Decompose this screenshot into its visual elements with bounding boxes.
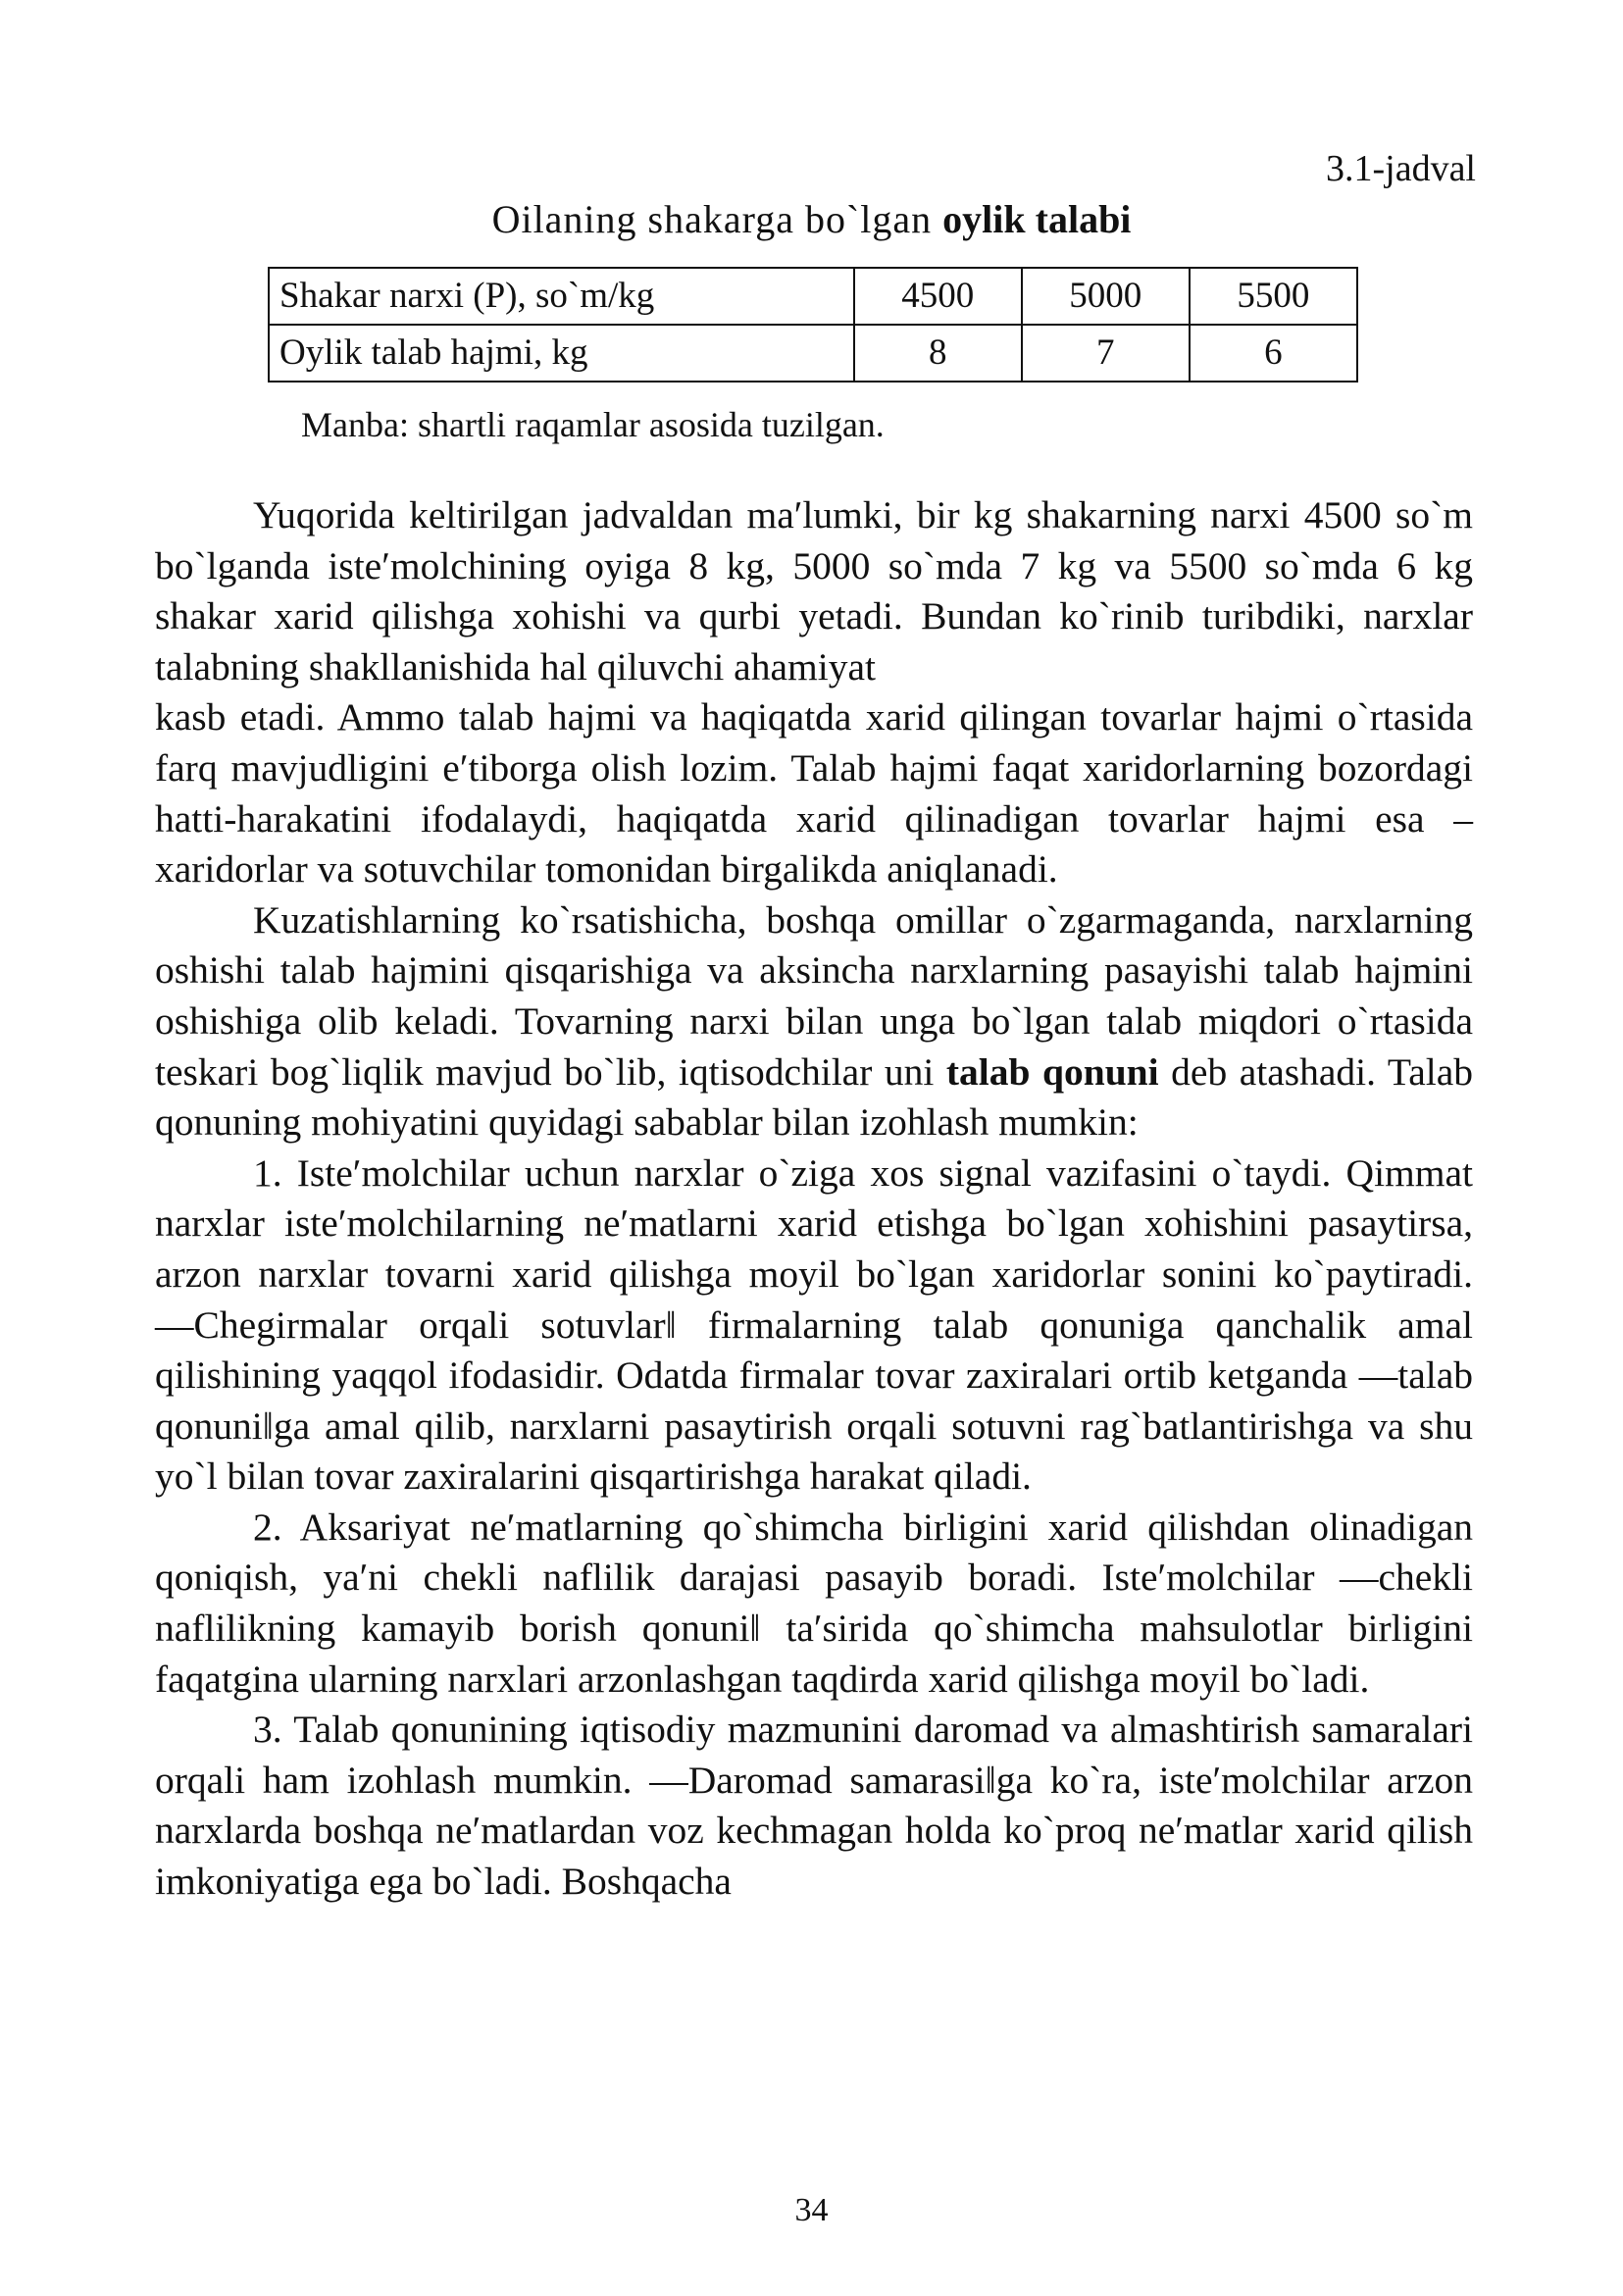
table-title-bold: oylik talabi <box>942 197 1132 241</box>
paragraph-5: 3. Talab qonunining iqtisodiy mazmunini daromad va almashtirish samaralari orqali ham izohlash mumkin. ―Daromad samarasi‖ga ko`ra, isteʹmolchilar arzon narxlarda boshqa neʹmatlardan voz kechmagan holda ko`proq neʹmatlar xarid qilish imkoniyatiga ega bo`ladi. Boshqacha <box>155 1708 1473 1904</box>
paragraph-3: 1. Isteʹmolchilar uchun narxlar o`ziga xos signal vazifasini o`taydi. Qimmat narxlar isteʹmolchilarning neʹmatlarni xarid etishga bo`lgan xohishini pasaytirsa, arzon narxlar tovarni xarid qilishga moyil bo`lgan xaridorlar sonini ko`paytiradi. ―Chegirmalar orqali sotuvlar‖ firmalarning talab qonuniga qanchalik amal qilishining yaqqol ifodasidir. Odatda firmalar tovar zaxiralari ortib ketganda ―talab qonuni‖ga amal qilib, narxlarni pasaytirish orqali sotuvni rag`batlantirishga va shu yo`l bilan tovar zaxiralarini qisqartirishga harakat qiladi. <box>155 1150 1473 1499</box>
table-cell: 5000 <box>1022 268 1190 325</box>
paragraph-1b: kasb etadi. Ammo talab hajmi va haqiqatda xarid qilingan tovarlar hajmi o`rtasida farq mavjudligini eʹtiborga olish lozim. Talab hajmi faqat xaridorlarning bozordagi hatti-harakatini ifodalaydi, haqiqatda xarid qilinadigan tovarlar hajmi esa – xaridorlar va sotuvchilar tomonidan birgalikda aniqlanadi. <box>155 695 1473 892</box>
paragraph-4: 2. Aksariyat neʹmatlarning qo`shimcha birligini xarid qilishdan olinadigan qoniqish, yaʹni chekli naflilik darajasi pasayib boradi. Isteʹmolchilar ―chekli naflilikning kamayib borish qonuni‖ taʹsirida qo`shimcha mahsulotlar birligini faqatgina ularning narxlari arzonlashgan taqdirda xarid qilishga moyil bo`ladi. <box>155 1505 1473 1701</box>
table-title-text: Oilaning shakarga bo`lgan <box>491 197 943 241</box>
paragraph-2 <box>155 895 1473 1148</box>
table-cell: 5500 <box>1190 268 1357 325</box>
page-number: 34 <box>794 2192 829 2228</box>
table-cell: 6 <box>1190 325 1357 382</box>
table-row <box>269 268 1357 325</box>
table-title <box>0 196 1623 242</box>
paragraph-2-text-b: deb atashadi. Talab qonuning mohiyatini quyidagi sabablar bilan izohlash mumkin: <box>155 1049 1473 1145</box>
paragraph-2-text-a: Kuzatishlarning ko`rsatishicha, boshqa omillar o`zgarmaganda, narxlarning oshishi talab hajmini qisqarishiga va aksincha narxlarning pasayishi talab hajmini oshishiga olib keladi. Tovarning narxi bilan unga bo`lgan talab miqdori o`rtasida teskari bog`liqlik mavjud bo`lib, iqtisodchilar uni <box>155 897 1473 1094</box>
row-header-quantity: Oylik talab hajmi, kg <box>269 325 854 382</box>
paragraph-1a: Yuqorida keltirilgan jadvaldan maʹlumki, bir kg shakarning narxi 4500 so`m bo`lganda isteʹmolchining oyiga 8 kg, 5000 so`mda 7 kg va 5500 so`mda 6 kg shakar xarid qilishga xohishi va qurbi yetadi. Bundan ko`rinib turibdiki, narxlar talabning shakllanishida hal qiluvchi ahamiyat <box>155 493 1473 689</box>
table-number-label: 3.1-jadval <box>1325 148 1476 189</box>
sugar-demand-table <box>268 267 1358 383</box>
table-source-note: Manba: shartli raqamlar asosida tuzilgan. <box>301 405 885 444</box>
row-header-price: Shakar narxi (P), so`m/kg <box>269 268 854 325</box>
body-text <box>155 490 1473 1908</box>
table-cell: 8 <box>854 325 1022 382</box>
table-cell: 4500 <box>854 268 1022 325</box>
table-cell: 7 <box>1022 325 1190 382</box>
term-talab-qonuni: talab qonuni <box>945 1049 1159 1094</box>
table-row <box>269 325 1357 382</box>
